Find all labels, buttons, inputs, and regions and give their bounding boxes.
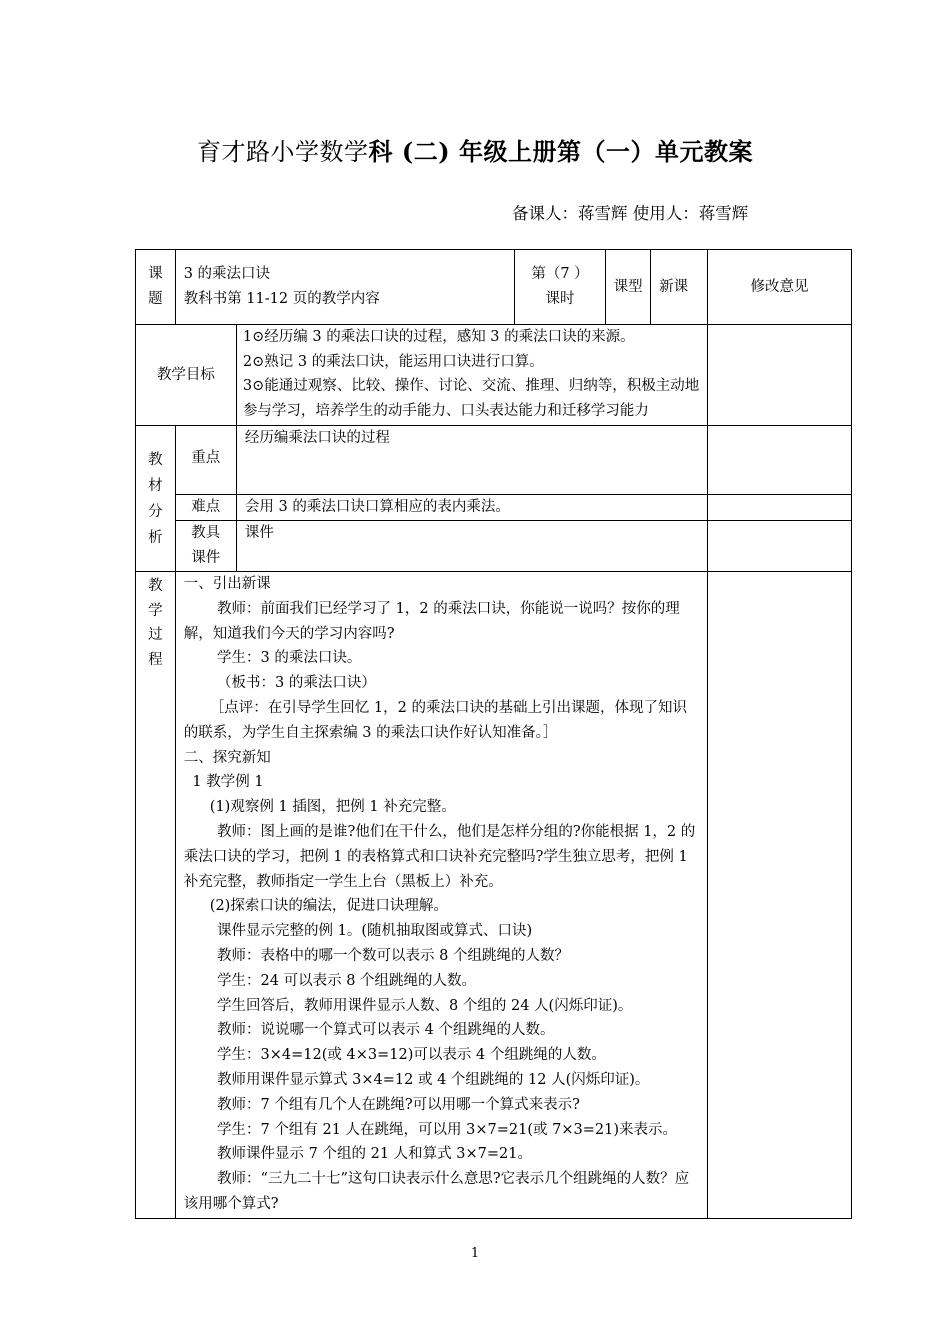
goals-content bbox=[236, 325, 707, 426]
lesson-label: 课题 bbox=[148, 266, 163, 307]
lesson-title-cell bbox=[175, 250, 514, 325]
lesson-plan-table bbox=[135, 249, 852, 1219]
type-label: 课型 bbox=[606, 250, 651, 324]
process-line: （板书：3 的乘法口诀） bbox=[217, 675, 376, 692]
goals-label: 教学目标 bbox=[136, 325, 237, 426]
lesson-title: 3 的乘法口诀 bbox=[183, 266, 271, 283]
process-line: 教师：“三九二十七”这句口诀表示什么意思?它表示几个组跳绳的人数？应该用哪个算式? bbox=[183, 1171, 690, 1212]
process-line: 学生：24 可以表示 8 个组跳绳的人数。 bbox=[217, 972, 477, 989]
tools-value: 课件 bbox=[236, 521, 707, 572]
process-line: (2)探索口诀的编法，促进口诀理解。 bbox=[209, 898, 448, 915]
process-line: 教师：说说哪一个算式可以表示 4 个组跳绳的人数。 bbox=[217, 1022, 555, 1039]
goals-revise bbox=[708, 325, 852, 426]
process-line: 1 教学例 1 bbox=[192, 774, 264, 791]
tools-row bbox=[136, 521, 852, 572]
hard-label: 难点 bbox=[175, 495, 236, 521]
revise-label: 修改意见 bbox=[708, 250, 852, 325]
process-heading: 二、探究新知 bbox=[183, 749, 271, 766]
key-value: 经历编乘法口诀的过程 bbox=[236, 426, 707, 495]
process-line: 学生：3 的乘法口诀。 bbox=[217, 650, 362, 667]
process-line: 学生：7 个组有 21 人在跳绳，可以用 3×7=21(或 7×3=21)来表示。 bbox=[217, 1121, 677, 1138]
type-cell bbox=[606, 250, 708, 325]
author-line: 备课人：蒋雪辉 使用人：蒋雪辉 bbox=[512, 204, 749, 223]
process-row bbox=[136, 572, 852, 1219]
key-label: 重点 bbox=[175, 426, 236, 495]
process-heading: 一、引出新课 bbox=[183, 576, 271, 592]
process-line: 教师：图上画的是谁?他们在干什么，他们是怎样分组的?你能根据 1，2 的乘法口诀的学习，把例 1 的表格算式和口诀补充完整吗?学生独立思考，把例 1 补充完整，教师指定一学生上台（黑板上）补充。 bbox=[183, 823, 696, 890]
hard-row bbox=[136, 495, 852, 521]
type-value: 新课 bbox=[659, 278, 689, 295]
process-line: 课件显示完整的例 1。(随机抽取图或算式、口诀) bbox=[217, 923, 533, 940]
process-label: 教学过程 bbox=[148, 578, 163, 668]
hard-revise bbox=[708, 495, 852, 521]
key-row bbox=[136, 426, 852, 495]
process-comment: ［点评：在引导学生回忆 1，2 的乘法口诀的基础上引出课题，体现了知识的联系，为学生自主探索编 3 的乘法口诀作好认知准备。］ bbox=[183, 699, 687, 741]
process-line: 学生：3×4=12(或 4×3=12)可以表示 4 个组跳绳的人数。 bbox=[217, 1047, 606, 1064]
process-label-cell bbox=[136, 572, 176, 1219]
goal-item: 3⊙能通过观察、比较、操作、讨论、交流、推理、归纳等，积极主动地参与学习，培养学生的动手能力、口头表达能力和迁移学习能力 bbox=[242, 378, 700, 419]
lesson-source: 教科书第 11-12 页的教学内容 bbox=[183, 291, 380, 307]
process-line: 教师：表格中的哪一个数可以表示 8 个组跳绳的人数？ bbox=[217, 947, 569, 964]
period-cell bbox=[514, 250, 605, 325]
tools-label: 教具课件 bbox=[191, 525, 221, 566]
analysis-label-cell bbox=[136, 426, 176, 572]
hard-value: 会用 3 的乘法口诀口算相应的表内乘法。 bbox=[236, 495, 707, 521]
process-line: 教师课件显示 7 个组的 21 人和算式 3×7=21。 bbox=[217, 1146, 532, 1163]
process-line: 教师：前面我们已经学习了 1，2 的乘法口诀，你能说一说吗？按你的理解，知道我们今天的学习内容吗? bbox=[183, 600, 680, 642]
goal-item: 1⊙经历编 3 的乘法口诀的过程，感知 3 的乘法口诀的来源。 bbox=[242, 329, 635, 345]
goal-item: 2⊙熟记 3 的乘法口诀，能运用口诀进行口算。 bbox=[242, 353, 544, 370]
process-content bbox=[175, 572, 707, 1219]
process-line: (1)观察例 1 插图，把例 1 补充完整。 bbox=[209, 799, 456, 816]
process-line: 学生回答后，教师用课件显示人数、8 个组的 24 人(闪烁印证)。 bbox=[217, 997, 633, 1014]
analysis-label: 教材分析 bbox=[148, 451, 163, 546]
document-title: 育才路小学数学科 (二) 年级上册第（一）单元教案 bbox=[197, 137, 753, 166]
tools-label-cell bbox=[175, 521, 236, 572]
process-line: 教师用课件显示算式 3×4=12 或 4 个组跳绳的 12 人(闪烁印证)。 bbox=[217, 1071, 650, 1088]
key-revise bbox=[708, 426, 852, 495]
process-line: 教师：7 个组有几个人在跳绳?可以用哪一个算式来表示? bbox=[217, 1096, 580, 1113]
goals-row bbox=[136, 325, 852, 426]
lesson-label-cell bbox=[136, 250, 176, 325]
period-label: 第（7 ）课时 bbox=[531, 266, 589, 307]
header-row bbox=[136, 250, 852, 325]
tools-revise bbox=[708, 521, 852, 572]
process-revise bbox=[708, 572, 852, 1219]
page-number: 1 bbox=[470, 1246, 480, 1261]
